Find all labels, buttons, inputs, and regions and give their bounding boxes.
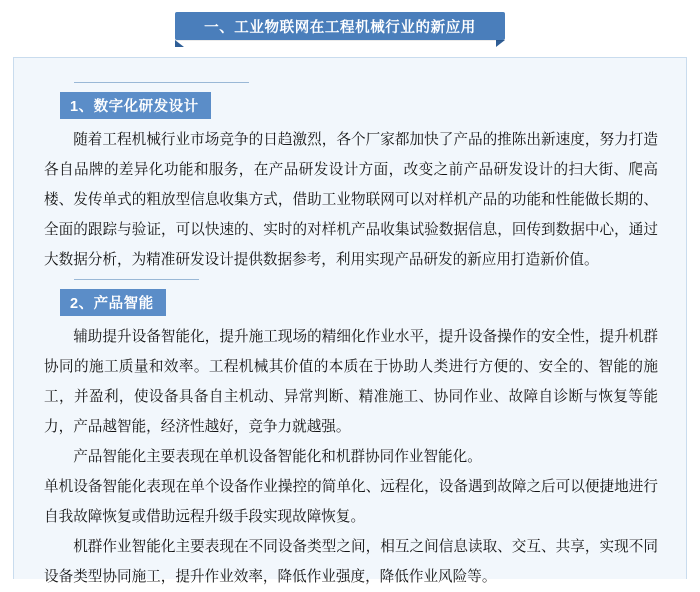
banner-title: 一、工业物联网在工程机械行业的新应用: [204, 19, 476, 36]
section-1-heading: 1、数字化研发设计: [60, 92, 211, 119]
section-1-header: [44, 92, 658, 125]
section-1-rule: [74, 82, 249, 83]
content-panel: [13, 57, 687, 585]
section-2-paragraph-3: 单机设备智能化表现在单个设备作业操控的简单化、远程化，设备遇到故障之后可以便捷地进行自我故障恢复或借助远程升级手段实现故障恢复。: [44, 479, 658, 525]
banner-plate: [175, 12, 505, 40]
section-2-paragraph-4: 机群作业智能化主要表现在不同设备类型之间，相互之间信息读取、交互、共享，实现不同设备类型协同施工，提升作业效率，降低作业强度，降低作业风险等。: [44, 539, 658, 585]
section-2-rule: [74, 279, 199, 280]
section-2-paragraph-2: 产品智能化主要表现在单机设备智能化和机群协同作业智能化。: [73, 449, 482, 465]
section-2-paragraph-1: 辅助提升设备智能化，提升施工现场的精细化作业水平，提升设备操作的安全性，提升机群协同的施工质量和效率。工程机械其价值的本质在于协助人类进行方便的、安全的、智能的施工，并盈利，使设备具备自主机动、异常判断、精准施工、协同作业、故障自诊断与恢复等能力，产品越智能，经济性越好，竞争力就越强。: [44, 329, 658, 435]
banner-left-fold: [175, 40, 184, 47]
section-2-header: [44, 289, 658, 322]
section-2-heading: 2、产品智能: [60, 289, 166, 316]
document-banner: [0, 0, 700, 48]
banner-right-fold: [496, 40, 505, 47]
section-1-paragraph-1: 随着工程机械行业市场竞争的日趋激烈，各个厂家都加快了产品的推陈出新速度，努力打造各自品牌的差异化功能和服务，在产品研发设计方面，改变之前产品研发设计的扫大街、爬高楼、发传单式的粗放型信息收集方式，借助工业物联网可以对样机产品的功能和性能做长期的、全面的跟踪与验证，可以快速的、实时的对样机产品收集试验数据信息，回传到数据中心，通过大数据分析，为精准研发设计提供数据参考，利用实现产品研发的新应用打造新价值。: [44, 132, 658, 268]
